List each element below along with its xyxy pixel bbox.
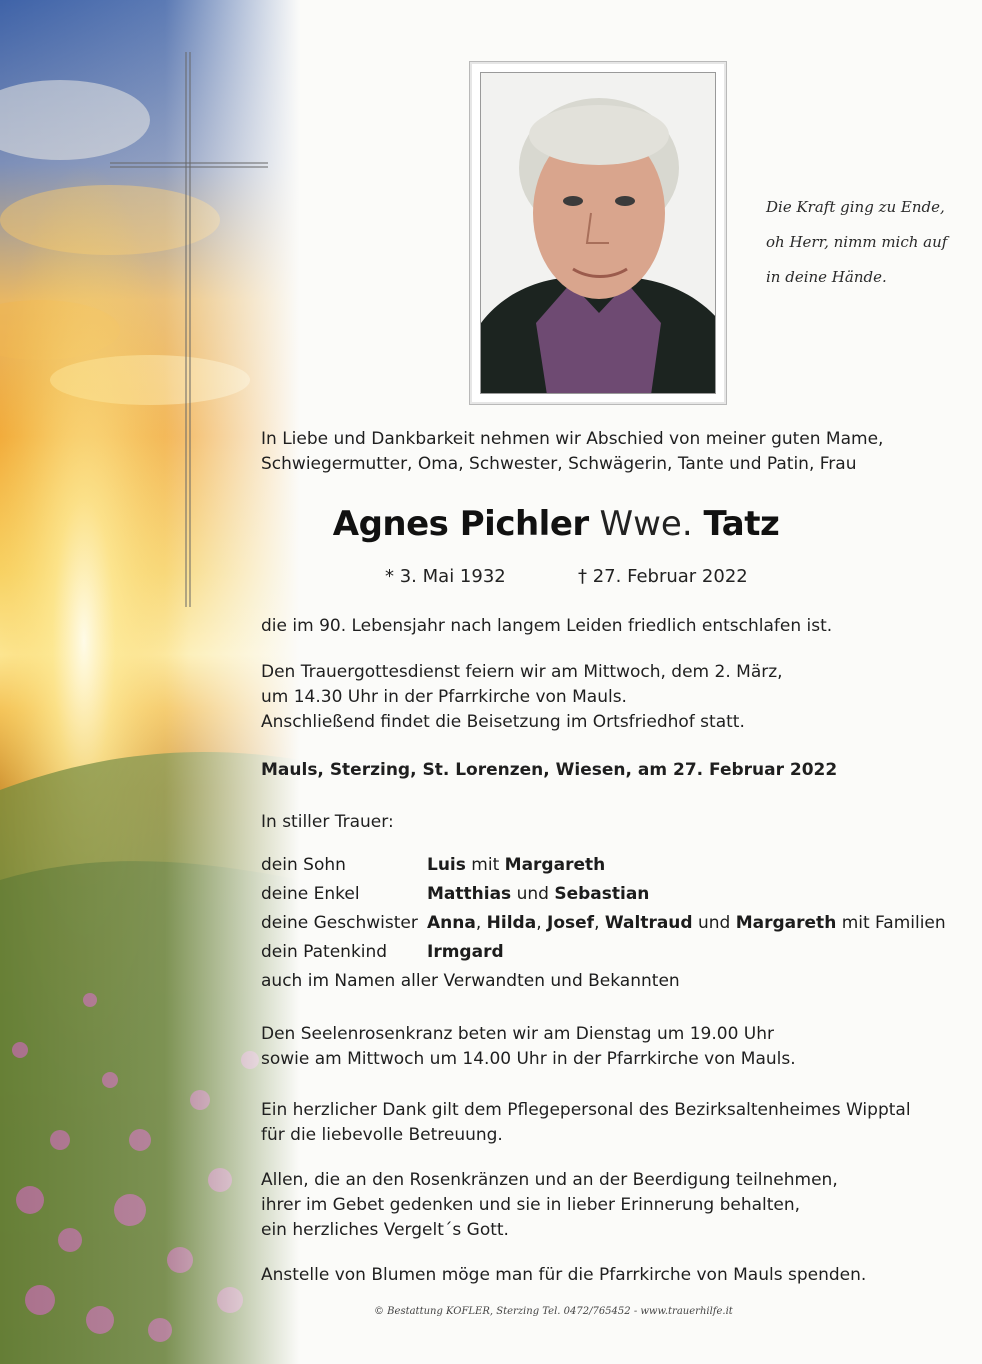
intro-text: [261, 427, 961, 477]
service-text: Den Trauergottesdienst feiern wir am Mittwoch, dem 2. März, um 14.30 Uhr in der Pfarrkirche von Mauls. Anschließend findet die Beisetzung im Ortsfriedhof statt.: [261, 662, 783, 732]
thanks-care-text: Ein herzlicher Dank gilt dem Pflegepersonal des Bezirksaltenheimes Wipptal für die liebevolle Betreuung.: [261, 1100, 911, 1145]
passing-text: die im 90. Lebensjahr nach langem Leiden friedlich entschlafen ist.: [261, 616, 833, 636]
intro-line: In Liebe und Dankbarkeit nehmen wir Abschied von meiner guten Mame,: [261, 429, 884, 449]
portrait-photo: [480, 72, 716, 394]
death-symbol: †: [578, 566, 587, 587]
footer-credit: © Bestattung KOFLER, Sterzing Tel. 0472/765452 - www.trauerhilfe.it: [374, 1306, 733, 1317]
deceased-name: [0, 502, 982, 546]
birth-date: * 3. Mai 1932: [385, 566, 506, 587]
rosary-text: Den Seelenrosenkranz beten wir am Dienstag um 19.00 Uhr sowie am Mittwoch um 14.00 Uhr in der Pfarrkirche von Mauls.: [261, 1024, 796, 1069]
portrait-frame: [469, 61, 727, 405]
married-name: Tatz: [703, 504, 780, 544]
quote-line: oh Herr, nimm mich auf: [766, 233, 948, 251]
quote: [766, 190, 966, 295]
thanks-all-text: Allen, die an den Rosenkränzen und an der Beerdigung teilnehmen, ihrer im Gebet gedenken und sie in lieber Erinnerung behalten, ein herzliches Vergelt´s Gott.: [261, 1170, 838, 1240]
birth-symbol: *: [385, 566, 394, 587]
place-date: Mauls, Sterzing, St. Lorenzen, Wiesen, am 27. Februar 2022: [261, 760, 838, 780]
first-name: Agnes Pichler: [332, 504, 589, 544]
quote-line: Die Kraft ging zu Ende,: [766, 198, 945, 216]
intro-line: Schwiegermutter, Oma, Schwester, Schwägerin, Tante und Patin, Frau: [261, 454, 857, 474]
quote-line: in deine Hände.: [766, 268, 887, 286]
death-date: † 27. Februar 2022: [578, 566, 748, 587]
flowers-text: Anstelle von Blumen möge man für die Pfarrkirche von Mauls spenden.: [261, 1265, 867, 1285]
widow-label: Wwe.: [599, 504, 693, 544]
mourning-label: In stiller Trauer:: [261, 812, 394, 832]
